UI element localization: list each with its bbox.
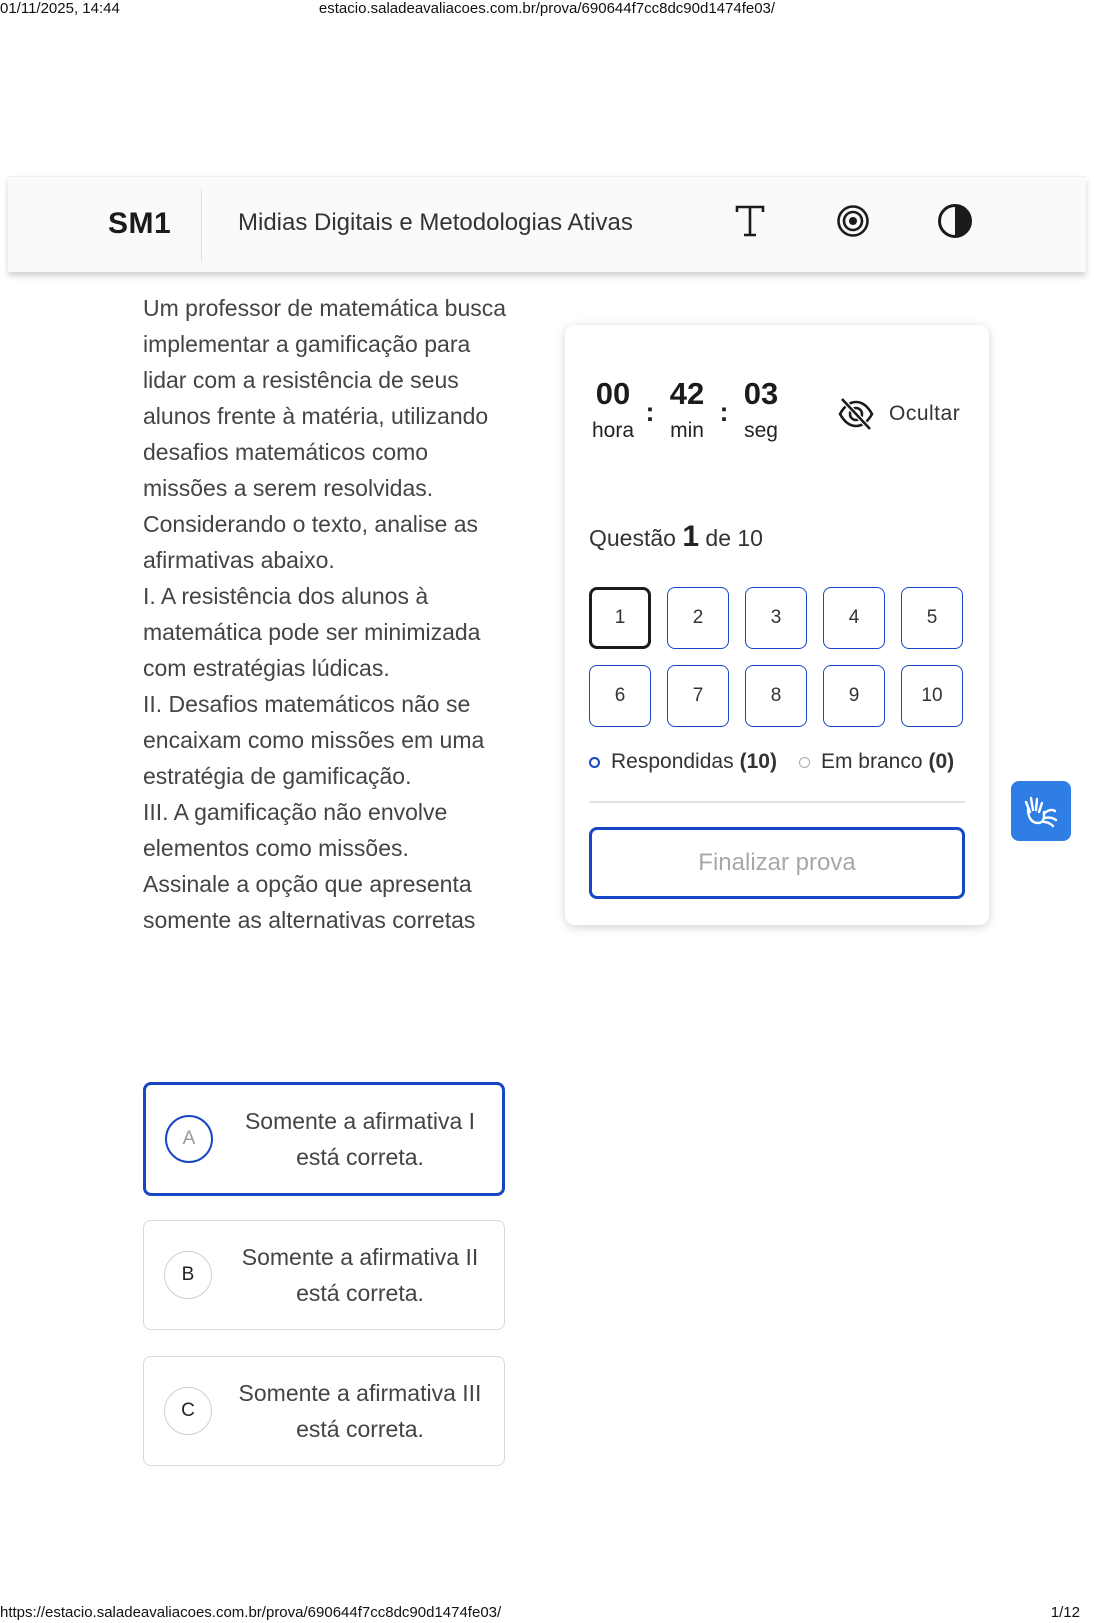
option-b[interactable]	[143, 1220, 505, 1330]
finish-exam-button[interactable]: Finalizar prova	[589, 827, 965, 899]
print-datetime: 01/11/2025, 14:44	[0, 0, 120, 17]
question-button-4[interactable]: 4	[823, 587, 885, 649]
libras-accessibility-button[interactable]	[1011, 781, 1071, 841]
option-text: Somente a afirmativa II está correta.	[241, 1244, 479, 1306]
course-code: SM1	[108, 207, 172, 240]
timer-separator: :	[719, 397, 729, 427]
hide-timer-button[interactable]	[837, 397, 960, 431]
minutes-label: min	[670, 419, 704, 442]
answer-legend	[589, 750, 954, 774]
print-header	[0, 0, 1094, 20]
countdown-timer	[589, 375, 785, 443]
print-footer	[0, 1601, 1094, 1623]
option-text: Somente a afirmativa I está correta.	[244, 1108, 476, 1170]
question-button-3[interactable]: 3	[745, 587, 807, 649]
option-letter: A	[165, 1115, 213, 1163]
option-letter: C	[164, 1387, 212, 1435]
statement-3: III. A gamificação não envolve elementos como missões.	[143, 799, 448, 861]
contrast-button[interactable]	[933, 199, 977, 243]
panel-divider	[589, 801, 965, 803]
timer-separator: :	[645, 397, 655, 427]
contrast-icon	[937, 203, 973, 239]
option-text: Somente a afirmativa III está correta.	[238, 1380, 482, 1442]
timer-seconds	[737, 375, 785, 443]
question-button-2[interactable]: 2	[667, 587, 729, 649]
timer-minutes	[663, 375, 711, 443]
question-button-6[interactable]: 6	[589, 665, 651, 727]
counter-prefix: Questão	[589, 525, 676, 551]
question-instruction: Assinale a opção que apresenta somente as alternativas corretas	[143, 871, 476, 933]
question-button-8[interactable]: 8	[745, 665, 807, 727]
statement-1: I. A resistência dos alunos à matemática pode ser minimizada com estratégias lúdicas.	[143, 583, 481, 681]
hours-value: 00	[595, 376, 631, 411]
question-button-5[interactable]: 5	[901, 587, 963, 649]
statement-2: II. Desafios matemáticos não se encaixam como missões em uma estratégia de gamificação.	[143, 691, 485, 789]
question-button-10[interactable]: 10	[901, 665, 963, 727]
timer-hours	[589, 375, 637, 443]
exam-status-panel	[565, 325, 989, 925]
question-stem: Um professor de matemática busca implementar a gamificação para lidar com a resistência de seus alunos frente à matéria, utilizando desafios matemáticos como missões a serem resolvidas. Considerando o texto, analise as afirmativas abaixo.	[143, 295, 507, 573]
question-button-7[interactable]: 7	[667, 665, 729, 727]
seconds-value: 03	[743, 376, 779, 411]
focus-mode-button[interactable]	[831, 199, 875, 243]
question-button-9[interactable]: 9	[823, 665, 885, 727]
print-footer-url: https://estacio.saladeavaliacoes.com.br/prova/690644f7cc8dc90d1474fe03/	[0, 1604, 502, 1621]
blank-count: (0)	[928, 750, 955, 773]
blank-dot-icon	[799, 757, 810, 768]
counter-suffix: de 10	[705, 525, 763, 551]
focus-target-icon	[836, 204, 870, 238]
text-size-button[interactable]	[728, 199, 772, 243]
question-navigator	[589, 587, 965, 727]
answered-dot-icon	[589, 757, 600, 768]
seconds-label: seg	[744, 419, 778, 442]
blank-legend	[799, 750, 954, 774]
question-counter	[589, 520, 763, 554]
answered-label: Respondidas	[611, 750, 734, 773]
question-button-1[interactable]: 1	[589, 587, 651, 649]
print-page-number: 1/12	[1050, 1604, 1080, 1621]
eye-off-icon	[837, 397, 875, 431]
blank-label: Em branco	[820, 750, 923, 773]
minutes-value: 42	[669, 376, 705, 411]
course-title: Midias Digitais e Metodologias Ativas	[238, 209, 633, 236]
option-letter: B	[164, 1251, 212, 1299]
option-c[interactable]	[143, 1356, 505, 1466]
hide-label: Ocultar	[889, 402, 961, 425]
sign-language-hands-icon	[1022, 792, 1060, 830]
answered-count: (10)	[739, 750, 777, 773]
top-bar	[8, 176, 1086, 272]
question-text	[143, 290, 508, 938]
print-url: estacio.saladeavaliacoes.com.br/prova/690644f7cc8dc90d1474fe03/	[318, 0, 776, 17]
option-a[interactable]	[143, 1082, 505, 1196]
hours-label: hora	[591, 419, 635, 442]
text-size-icon	[733, 204, 767, 238]
counter-current: 1	[682, 520, 700, 553]
header-divider	[201, 189, 202, 261]
